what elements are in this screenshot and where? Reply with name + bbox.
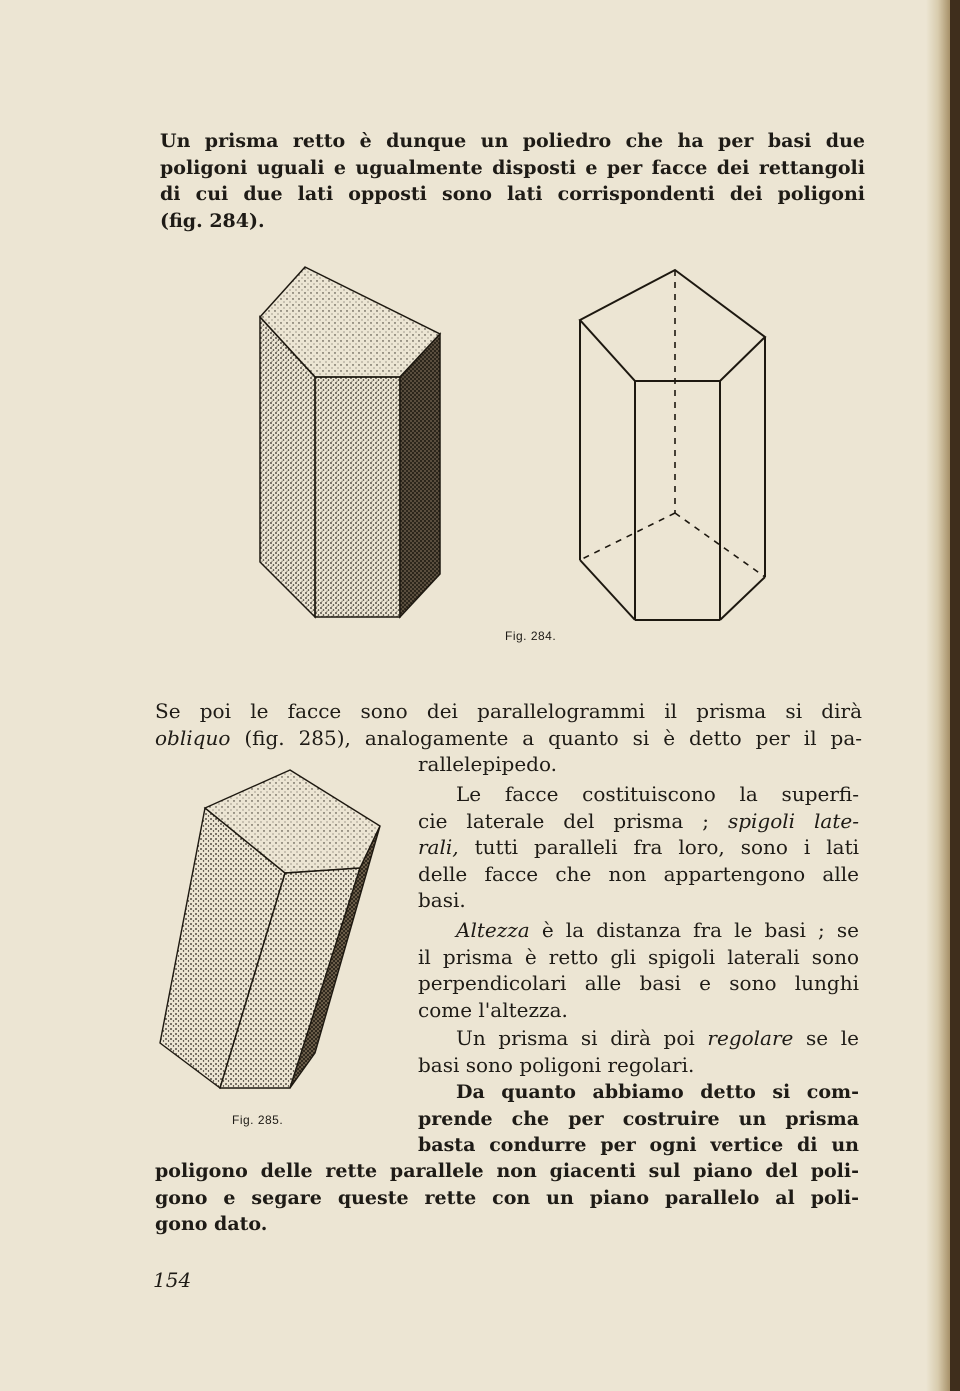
text-line: Un prisma retto è dunque un poliedro che ha per basi due [160,130,865,152]
text-fragment: (fig. 285), analogamente a quanto si è detto per il pa- [244,725,863,750]
figure-285-caption: Fig. 285. [232,1113,284,1127]
text-line: gono dato. [155,1213,268,1235]
paragraph-lateral-faces [418,781,859,914]
page-edge-binding [950,0,960,1391]
term-regolare: regolare [707,1026,794,1050]
text-fragment: è la distanza fra le basi ; se [541,918,859,942]
paragraph-construct-prism-cont [155,1158,859,1238]
text-line [418,834,859,861]
text-line: poligono delle rette parallele non giacenti sul piano del poli- [155,1160,859,1182]
figure-284-wireframe-prism [575,265,775,625]
text-line: basi sono poligoni regolari. [418,1052,695,1077]
figure-284-shaded-prism [250,262,450,632]
text-line: perpendicolari alle basi e sono lunghi [418,971,859,995]
text-line: gono e segare queste rette con un piano parallelo al poli- [155,1186,859,1209]
text-line: Da quanto abbiamo detto si com- [456,1081,859,1103]
figure-284-caption: Fig. 284. [505,629,557,643]
term-rali: rali, [418,835,459,859]
text-line: poligoni uguali e ugualmente disposti e per facce dei rettangoli [160,156,865,179]
text-line: basi. [418,888,466,912]
paragraph-construct-prism [418,1079,859,1159]
text-line [155,725,862,752]
paragraph-altezza [418,917,859,1023]
text-line: Le facce costituiscono la superfi- [456,782,859,806]
text-line: di cui due lati opposti sono lati corrispondenti dei poligoni [160,183,865,205]
paragraph-oblique-prism [155,698,862,751]
term-spigoli-laterali: spigoli late- [727,808,859,833]
paragraph-regular-prism [418,1025,859,1078]
term-obliquo: obliquo [155,725,231,750]
text-line: rallelepipedo. [418,752,558,776]
text-line [418,917,859,944]
term-altezza: Altezza [456,918,530,942]
text-line: come l'altezza. [418,997,568,1022]
text-line: (fig. 284). [160,209,265,232]
text-fragment: cie laterale del prisma ; [418,808,709,833]
text-line [418,1025,859,1052]
paragraph-oblique-prism-end [418,751,862,778]
figure-285-oblique-prism [155,758,395,1108]
text-line: il prisma è retto gli spigoli laterali sono [418,944,859,969]
text-fragment: se le [806,1026,859,1050]
text-fragment: Un prisma si dirà poi [456,1026,695,1050]
text-line: delle facce che non appartengono alle [418,861,859,886]
text-line [418,808,859,835]
paragraph-right-prism-definition [160,128,865,234]
text-line: prende che per costruire un prisma [418,1107,859,1130]
text-fragment: tutti paralleli fra loro, sono i lati [474,835,860,859]
page-number: 154 [153,1268,192,1292]
text-line: Se poi le facce sono dei parallelogrammi il prisma si dirà [155,699,862,723]
text-line: basta condurre per ogni vertice di un [418,1134,859,1156]
